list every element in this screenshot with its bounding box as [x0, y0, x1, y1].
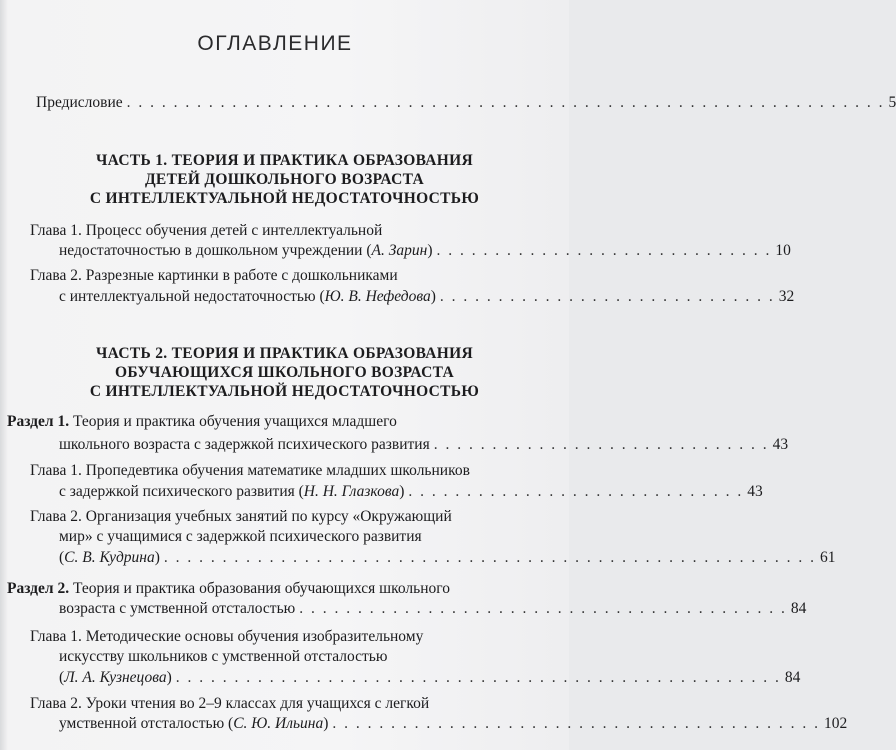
leader-dots: . . . . . . . . . . . . . . . . . . . . . . . . . . . . .: [439, 288, 775, 305]
toc-entry-p1-ch2-line2: [59, 286, 795, 308]
page-number: 84: [790, 600, 807, 617]
author-name: А. Зарин: [371, 242, 428, 259]
page-number: 43: [772, 436, 789, 453]
heading-line: ЧАСТЬ 2. ТЕОРИЯ И ПРАКТИКА ОБРАЗОВАНИЯ: [96, 345, 473, 362]
page-number: 5: [888, 94, 896, 111]
page-number: 84: [784, 669, 801, 686]
toc-entry-sec1-line1: Раздел 1. Теория и практика обучения учащихся младшего: [7, 413, 397, 430]
page-number: 32: [778, 288, 795, 305]
heading-line: С ИНТЕЛЛЕКТУАЛЬНОЙ НЕДОСТАТОЧНОСТЬЮ: [89, 383, 480, 400]
author-name: Л. А. Кузнецова: [64, 669, 167, 686]
page-title: ОГЛАВЛЕНИЕ: [197, 32, 353, 55]
section-label: Раздел 1.: [7, 413, 70, 430]
entry-text: (Л. А. Кузнецова): [59, 669, 172, 686]
toc-entry-sec2-ch1-line2: искусству школьников с умственной отсталостью: [59, 648, 388, 665]
leader-dots: . . . . . . . . . . . . . . . . . . . . . . . . . . . . . . . . . . . . . . . . . . . . . . . . . . . . . . . .: [163, 549, 817, 566]
page-number: 102: [824, 715, 848, 732]
entry-text: школьного возраста с задержкой психического развития: [59, 436, 430, 453]
toc-entry-sec1-ch2-line2: мир» с учащимися с задержкой психического развития: [59, 528, 422, 545]
toc-entry-sec1-ch1-line2: [59, 481, 763, 503]
page-number: 10: [775, 242, 791, 259]
leader-dots: . . . . . . . . . . . . . . . . . . . . . . . . . . . . . . . . . . . . . . . . . .: [299, 600, 787, 617]
toc-entry-preface: [36, 92, 896, 114]
leader-dots: . . . . . . . . . . . . . . . . . . . . . . . . . . . . .: [408, 483, 744, 500]
toc-entry-sec1-line2: [59, 434, 789, 456]
toc-entry-sec2-ch1-line1: Глава 1. Методические основы обучения изобразительному: [30, 628, 424, 645]
toc-entry-p1-ch1-line2: [59, 240, 791, 262]
leader-dots: . . . . . . . . . . . . . . . . . . . . . . . . . . . . . . . . . . . . . . . . . . . . . . . . . . . .: [175, 669, 781, 686]
leader-dots: . . . . . . . . . . . . . . . . . . . . . . . . . . . . . . . . . . . . . . . . . . . . . . . . . . . . . . . . . . . . . . . . .: [126, 94, 885, 111]
heading-line: ЧАСТЬ 1. ТЕОРИЯ И ПРАКТИКА ОБРАЗОВАНИЯ: [96, 152, 473, 169]
entry-text: с задержкой психического развития (Н. Н. Глазкова): [59, 483, 405, 500]
entry-text: с интеллектуальной недостаточностью (Ю. В. Нефедова): [59, 288, 436, 305]
toc-entry-sec2-line1: Раздел 2. Теория и практика образования обучающихся школьного: [7, 580, 450, 597]
toc-entry-sec2-ch2-line1: Глава 2. Уроки чтения во 2–9 классах для учащихся с легкой: [30, 695, 430, 712]
toc-entry-sec1-ch1-line1: Глава 1. Пропедевтика обучения математике младших школьников: [30, 462, 470, 479]
author-name: Ю. В. Нефедова: [324, 288, 431, 305]
entry-text: возраста с умственной отсталостью: [59, 600, 296, 617]
toc-entry-p1-ch2-line1: Глава 2. Разрезные картинки в работе с дошкольниками: [30, 267, 398, 284]
toc-entry-sec1-ch2-line1: Глава 2. Организация учебных занятий по курсу «Окружающий: [30, 508, 452, 525]
entry-text: (С. В. Кудрина): [59, 549, 160, 566]
page-number: 61: [820, 549, 836, 566]
author-name: С. Ю. Ильина: [233, 715, 324, 732]
heading-line: ОБУЧАЮЩИХСЯ ШКОЛЬНОГО ВОЗРАСТА: [114, 364, 454, 381]
entry-label: Предисловие: [36, 94, 123, 111]
toc-entry-p1-ch1-line1: Глава 1. Процесс обучения детей с интеллектуальной: [30, 222, 383, 239]
toc-entry-sec2-ch1-line3: [59, 667, 801, 689]
author-name: Н. Н. Глазкова: [303, 483, 400, 500]
part2-heading: [0, 344, 569, 401]
toc-entry-sec2-ch2-line2: [59, 713, 848, 735]
leader-dots: . . . . . . . . . . . . . . . . . . . . . . . . . . . . .: [436, 242, 772, 259]
toc-entry-sec1-ch2-line3: [59, 547, 836, 569]
toc-entry-sec2-line2: [59, 598, 807, 620]
leader-dots: . . . . . . . . . . . . . . . . . . . . . . . . . . . . .: [433, 436, 769, 453]
page-number: 43: [747, 483, 763, 500]
heading-line: С ИНТЕЛЛЕКТУАЛЬНОЙ НЕДОСТАТОЧНОСТЬЮ: [89, 190, 480, 207]
section-label: Раздел 2.: [7, 580, 70, 597]
heading-line: ДЕТЕЙ ДОШКОЛЬНОГО ВОЗРАСТА: [144, 171, 425, 188]
leader-dots: . . . . . . . . . . . . . . . . . . . . . . . . . . . . . . . . . . . . . . . . . .: [332, 715, 821, 732]
entry-text: умственной отсталостью (С. Ю. Ильина): [59, 715, 329, 732]
part1-heading: [0, 151, 569, 208]
author-name: С. В. Кудрина: [64, 549, 155, 566]
entry-text: недостаточностью в дошкольном учреждении (А. Зарин): [59, 242, 433, 259]
